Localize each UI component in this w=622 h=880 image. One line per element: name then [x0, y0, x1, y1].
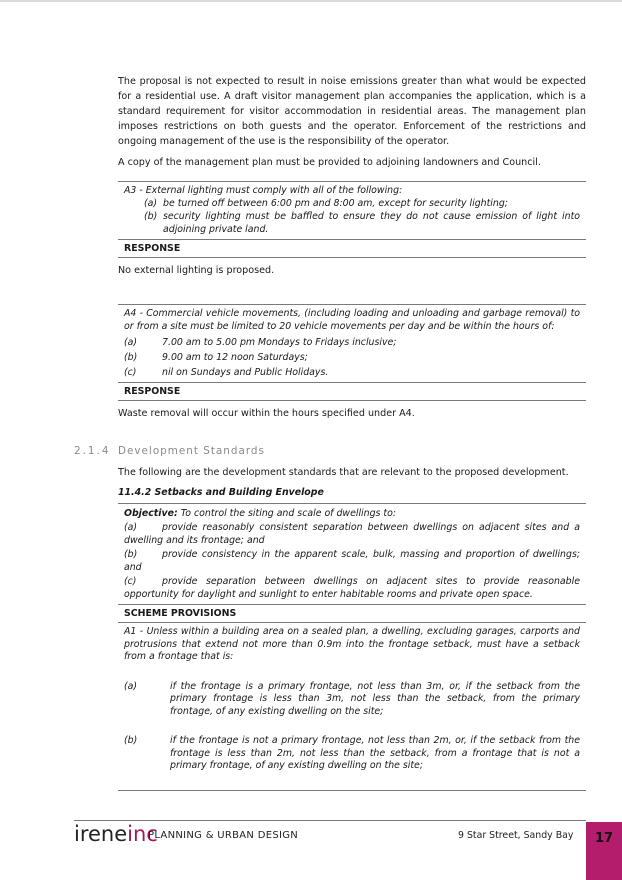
irene-inc-logo — [74, 822, 158, 846]
a4-list — [118, 335, 586, 380]
a4-item-text: nil on Sundays and Public Holidays. — [162, 367, 329, 378]
section-intro: The following are the development standards that are relevant to the proposed development. — [118, 467, 569, 478]
a1-lead: A1 - Unless within a building area on a sealed plan, a dwelling, excluding garages, carports and protrusions that extend not more than 0.9m into the frontage setback, must have a setback from a frontage that is: — [124, 626, 580, 662]
a4-item — [124, 350, 580, 365]
a4-item-text: 9.00 am to 12 noon Saturdays; — [162, 352, 308, 363]
a3-item-text: security lighting must be baffled to ensure they do not cause emission of light into adjoining private land. — [163, 211, 580, 235]
a4-response-text: Waste removal will occur within the hours specified under A4. — [118, 408, 415, 419]
objective-text: To control the siting and scale of dwellings to: — [180, 508, 396, 519]
a3-item-label: (b) — [144, 211, 158, 222]
objective-item-label: (c) — [124, 576, 137, 587]
intro-section — [118, 74, 586, 170]
a1-item-text: if the frontage is a primary frontage, not less than 3m, or, if the setback from the primary frontage is less than 3m, not less than the setback, from the primary frontage, of any existing dwelling on the site; — [170, 680, 580, 717]
top-border — [0, 0, 622, 2]
a3-item-label: (a) — [144, 198, 158, 209]
objective-item-text: provide reasonably consistent separation between dwellings on adjacent sites and a dwelling and its frontage; and — [124, 522, 580, 546]
intro-paragraph: The proposal is not expected to result in noise emissions greater than what would be expected for a residential use. A draft visitor management plan accompanies the application, which is a standard requirement for visitor accommodation in residential areas. The management plan imposes restrictions on both guests and the operator. Enforcement of the restrictions and ongoing management of the use is the responsibility of the operator. — [118, 76, 586, 147]
objective-item — [118, 576, 586, 601]
a4-item — [124, 365, 580, 380]
a4-box — [118, 304, 586, 421]
response-heading: RESPONSE — [124, 243, 181, 254]
page-number-box — [586, 822, 622, 880]
a3-list — [118, 197, 586, 236]
firm-name: PLANNING & URBAN DESIGN — [148, 830, 299, 841]
a3-box — [118, 181, 586, 278]
footer-rule — [74, 820, 586, 821]
a4-item-label: (c) — [124, 367, 137, 378]
table-bottom-rule — [118, 790, 586, 791]
standards-section — [118, 465, 586, 773]
a4-item-label: (a) — [124, 337, 138, 348]
objective-item-label: (a) — [124, 522, 138, 533]
a4-item-label: (b) — [124, 352, 138, 363]
a3-item — [144, 197, 580, 210]
a1-item-label: (a) — [124, 680, 138, 692]
a3-item-text: be turned off between 6:00 pm and 8:00 am, except for security lighting; — [163, 198, 508, 209]
a4-item — [124, 335, 580, 350]
a4-item-text: 7.00 am to 5.00 pm Mondays to Fridays inclusive; — [162, 337, 397, 348]
a1-item — [118, 681, 586, 719]
a3-response-text: No external lighting is proposed. — [118, 265, 275, 276]
intro-paragraph-2: A copy of the management plan must be provided to adjoining landowners and Council. — [118, 157, 541, 168]
footer-address: 9 Star Street, Sandy Bay — [458, 830, 574, 841]
response-heading: RESPONSE — [124, 386, 181, 397]
a3-item — [144, 210, 580, 236]
scheme-provisions-heading: SCHEME PROVISIONS — [124, 608, 237, 619]
objective-block — [118, 504, 586, 520]
clause-heading: 11.4.2 Setbacks and Building Envelope — [118, 487, 324, 498]
section-number: 2.1.4 — [74, 445, 111, 457]
a1-item-label: (b) — [124, 735, 138, 746]
objective-item — [118, 522, 586, 547]
a4-lead: A4 - Commercial vehicle movements, (including loading and unloading and garbage removal) to or from a site must be limited to 20 vehicle movements per day and be within the hours of: — [124, 308, 580, 332]
section-title: Development Standards — [118, 445, 265, 457]
a3-lead: A3 - External lighting must comply with all of the following: — [124, 185, 403, 196]
a1-item-text: if the frontage is not a primary frontage, not less than 2m, or, if the setback from the frontage is less than 2m, not less than the setback, from a frontage that is not a primary frontage, of any existing dwelling on the site; — [170, 735, 580, 771]
objective-item-label: (b) — [124, 549, 138, 560]
objective-label: Objective: — [124, 508, 178, 519]
logo-accent-text: inc — [127, 822, 158, 846]
objective-item — [118, 549, 586, 574]
objective-item-text: provide consistency in the apparent scale, bulk, massing and proportion of dwellings; and — [124, 549, 580, 573]
page-number: 17 — [594, 831, 614, 846]
logo-main-text: irene — [74, 822, 128, 846]
objective-item-text: provide separation between dwellings on adjacent sites to provide reasonable opportunity for daylight and sunlight to enter habitable rooms and private open space. — [124, 576, 580, 600]
a1-item — [118, 735, 586, 773]
